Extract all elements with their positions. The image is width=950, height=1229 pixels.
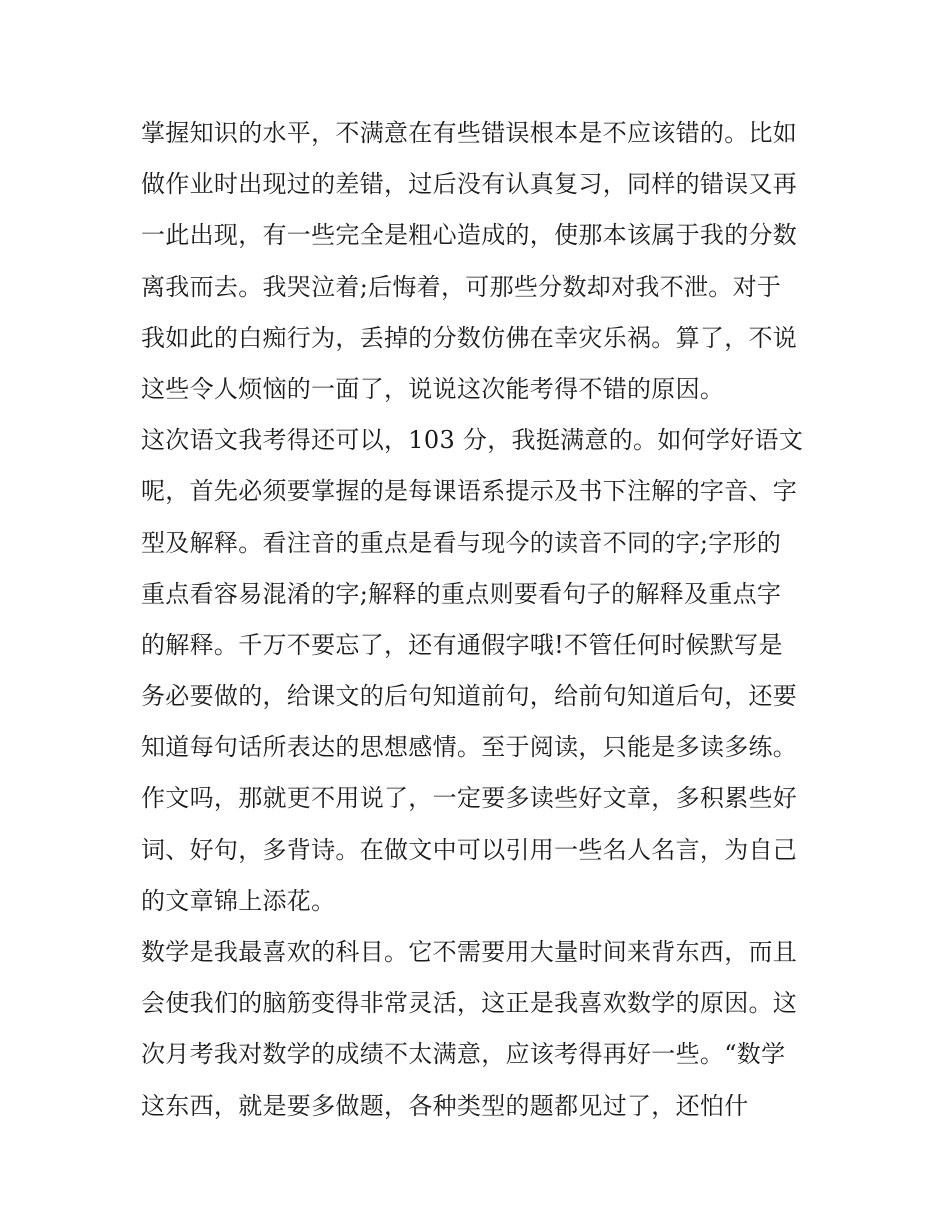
- text-line: 会使我们的脑筋变得非常灵活，这正是我喜欢数学的原因。这: [141, 989, 798, 1018]
- text-line: 做作业时出现过的差错，过后没有认真复习，同样的错误又再: [141, 170, 798, 199]
- text-line: 务必要做的，给课文的后句知道前句，给前句知道后句，还要: [141, 682, 798, 711]
- text-line: 的文章锦上添花。: [141, 886, 336, 915]
- text-line: 作文吗，那就更不用说了，一定要多读些好文章，多积累些好: [141, 784, 798, 813]
- text-line: 型及解释。看注音的重点是看与现今的读音不同的字;字形的: [141, 528, 782, 557]
- text-line: 这东西，就是要多做题，各种类型的题都见过了，还怕什: [141, 1091, 749, 1120]
- text-line: 这些令人烦恼的一面了，说说这次能考得不错的原因。: [141, 374, 725, 403]
- text-line: 一此出现，有一些完全是粗心造成的，使那本该属于我的分数: [141, 221, 798, 250]
- document-body: [141, 108, 821, 1132]
- text-line: 数学是我最喜欢的科目。它不需要用大量时间来背东西，而且: [141, 938, 798, 966]
- text-line: 次月考我对数学的成绩不太满意，应该考得再好一些。“数学: [141, 1040, 786, 1069]
- text-line: 我如此的白痴行为，丢掉的分数仿佛在幸灾乐祸。算了，不说: [141, 323, 798, 352]
- text-line: 词、好句，多背诗。在做文中可以引用一些名人名言，为自己: [141, 835, 798, 864]
- text-line: 呢，首先必须要掌握的是每课语系提示及书下注解的字音、字: [141, 477, 798, 506]
- text-line: 重点看容易混淆的字;解释的重点则要看句子的解释及重点字: [141, 579, 782, 608]
- text-line: 的解释。千万不要忘了，还有通假字哦!不管任何时候默写是: [141, 630, 783, 659]
- text-line: 这次语文我考得还可以，103 分，我挺满意的。如何学好语文: [141, 426, 804, 455]
- text-line: 知道每句话所表达的思想感情。至于阅读，只能是多读多练。: [141, 733, 798, 762]
- text-line: 掌握知识的水平，不满意在有些错误根本是不应该错的。比如: [141, 119, 798, 147]
- text-line: 离我而去。我哭泣着;后悔着，可那些分数却对我不泄。对于: [141, 272, 782, 301]
